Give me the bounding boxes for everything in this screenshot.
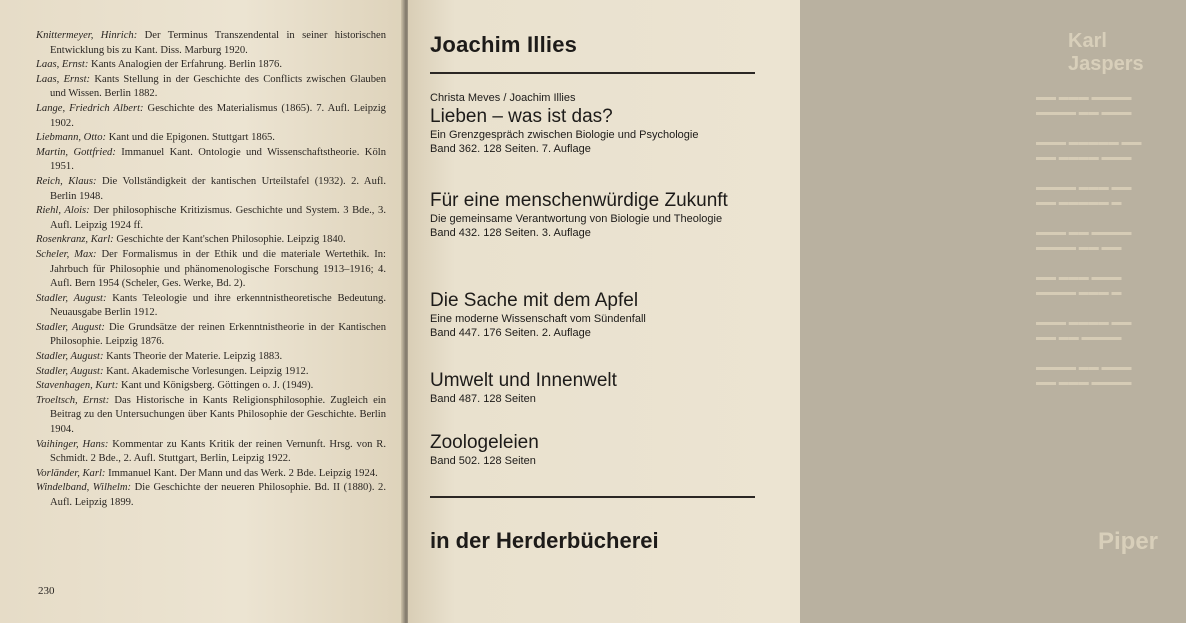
- left-page: [0, 0, 404, 623]
- bibliography-entry: [36, 204, 386, 233]
- book-details: Band 362. 128 Seiten. 7. Auflage: [430, 143, 591, 155]
- entry-text: Der philosophische Kritizismus. Geschichte und System. 3 Bde., 3. Aufl. Leipzig 1924 ff.: [50, 205, 386, 231]
- series-line: in der Herderbücherei: [430, 528, 659, 553]
- bibliography-entry: [36, 146, 386, 175]
- bibliography-entry: [36, 73, 386, 102]
- entry-author: Stadler, August:: [36, 351, 104, 363]
- book-title: Zoologeleien: [430, 432, 539, 453]
- entry-text: Kants Analogien der Erfahrung. Berlin 1876.: [88, 59, 282, 71]
- entry-text: Kants Teleologie und ihre erkenntnistheoretische Bedeutung. Neuausgabe Berlin 1912.: [50, 292, 387, 319]
- bibliography-entry: [36, 248, 386, 292]
- bibliography-entry: [36, 233, 386, 248]
- entry-author: Riehl, Alois:: [36, 205, 90, 217]
- entry-author: Troeltsch, Ernst:: [36, 394, 110, 406]
- bibliography-list: [36, 29, 386, 511]
- author-heading: Joachim Illies: [430, 32, 578, 57]
- book-subtitle: Ein Grenzgespräch zwischen Biologie und Psychologie: [430, 129, 699, 141]
- entry-author: Lange, Friedrich Albert:: [36, 102, 144, 114]
- entry-author: Vorländer, Karl:: [36, 467, 106, 479]
- entry-text: Immanuel Kant. Der Mann und das Werk. 2 Bde. Leipzig 1924.: [105, 467, 378, 479]
- entry-author: Windelband, Wilhelm:: [36, 482, 132, 494]
- entry-text: Geschichte des Materialismus (1865). 7. Aufl. Leipzig 1902.: [50, 102, 386, 129]
- top-rule: [430, 72, 755, 74]
- entry-text: Geschichte der Kant'schen Philosophie. Leipzig 1840.: [113, 234, 346, 246]
- entry-text: Kommentar zu Kants Kritik der reinen Vernunft. Hrsg. von R. Schmidt. 2 Bde., 2. Aufl. Stuttgart, Berlin, Leipzig 1922.: [50, 438, 386, 465]
- entry-text: Immanuel Kant. Ontologie und Wissenschaftstheorie. Köln 1951.: [50, 146, 386, 173]
- entry-author: Reich, Klaus:: [36, 175, 97, 187]
- book-details: Band 447. 176 Seiten. 2. Auflage: [430, 327, 591, 339]
- entry-author: Martin, Gottfried:: [36, 146, 116, 158]
- bleed-through-heading: Karl Jaspers: [1068, 30, 1144, 75]
- coauthors-line: Christa Meves / Joachim Illies: [430, 92, 576, 104]
- entry-author: Stavenhagen, Kurt:: [36, 380, 119, 392]
- bibliography-entry: [36, 175, 386, 204]
- entry-author: Laas, Ernst:: [36, 59, 89, 71]
- entry-text: Kants Theorie der Materie. Leipzig 1883.: [103, 351, 283, 363]
- bleed-through-text: ▬▬ ▬▬▬ ▬▬▬▬ ▬▬▬▬ ▬▬ ▬▬▬ ▬▬▬ ▬▬▬▬▬ ▬▬ ▬▬ ▬▬▬▬ ▬▬▬ ▬▬▬▬ ▬▬▬ ▬▬ ▬▬ ▬▬▬▬▬ ▬ ▬▬▬ ▬▬ ▬▬▬▬ ▬▬▬▬ ▬▬ ▬▬ ▬▬ ▬▬▬ ▬▬▬ ▬▬▬▬ ▬▬▬ ▬ ▬▬▬ ▬▬▬▬ ▬▬ ▬▬ ▬▬ ▬▬▬▬ ▬▬▬▬ ▬▬ ▬▬▬ ▬▬ ▬▬▬ ▬▬▬▬: [1036, 92, 1142, 388]
- bibliography-entry: [36, 102, 386, 131]
- book-details: Band 432. 128 Seiten. 3. Auflage: [430, 227, 591, 239]
- book-title: Lieben – was ist das?: [430, 106, 613, 127]
- entry-author: Laas, Ernst:: [36, 73, 91, 85]
- bibliography-entry: [36, 292, 386, 321]
- entry-text: Kant und die Epigonen. Stuttgart 1865.: [106, 132, 275, 144]
- entry-author: Stadler, August:: [36, 292, 107, 304]
- entry-text: Das Historische in Kants Religionsphilosophie. Zugleich ein Beitrag zu den Untersuchungen über Kants Philosophie der Geschichte. Berlin 1904.: [50, 394, 387, 436]
- book-entry: [430, 370, 617, 406]
- entry-author: Stadler, August:: [36, 365, 104, 377]
- entry-author: Stadler, August:: [36, 321, 105, 333]
- entry-text: Kant und Königsberg. Göttingen o. J. (1949).: [118, 380, 314, 392]
- book-details: Band 487. 128 Seiten: [430, 393, 536, 405]
- entry-author: Liebmann, Otto:: [36, 132, 107, 144]
- bibliography-entry: [36, 131, 386, 146]
- book-subtitle: Eine moderne Wissenschaft vom Sündenfall: [430, 313, 646, 325]
- entry-text: Der Terminus Transzendental in seiner historischen Entwicklung bis zu Kant. Diss. Marburg 1920.: [50, 30, 386, 56]
- bibliography-entry: [36, 481, 386, 510]
- bibliography-entry: [36, 58, 386, 73]
- book-entry: [430, 432, 539, 468]
- entry-text: Kants Stellung in der Geschichte des Conflicts zwischen Glauben und Wissen. Berlin 1882.: [50, 73, 387, 100]
- bibliography-entry: [36, 394, 386, 438]
- entry-text: Die Geschichte der neueren Philosophie. Bd. II (1880). 2. Aufl. Leipzig 1899.: [50, 482, 387, 508]
- entry-text: Die Vollständigkeit der kantischen Urteilstafel (1932). 2. Aufl. Berlin 1948.: [50, 175, 387, 202]
- entry-text: Die Grundsätze der reinen Erkenntnistheorie in der Kantischen Philosophie. Leipzig 1876.: [50, 321, 386, 348]
- bibliography-entry: [36, 365, 386, 380]
- bibliography-entry: [36, 321, 386, 350]
- bibliography-entry: [36, 29, 386, 58]
- entry-author: Rosenkranz, Karl:: [36, 234, 114, 246]
- entry-author: Knittermeyer, Hinrich:: [36, 30, 138, 41]
- bottom-rule: [430, 496, 755, 498]
- book-subtitle: Die gemeinsame Verantwortung von Biologie und Theologie: [430, 213, 723, 225]
- book-title: Umwelt und Innenwelt: [430, 370, 617, 391]
- page-number: 230: [38, 585, 55, 597]
- bibliography-entry: [36, 438, 386, 467]
- bibliography-entry: [36, 379, 386, 394]
- book-entry: [430, 190, 740, 240]
- entry-text: Kant. Akademische Vorlesungen. Leipzig 1912.: [103, 365, 309, 377]
- entry-author: Scheler, Max:: [36, 248, 97, 260]
- entry-text: Der Formalismus in der Ethik und die materiale Wertethik. In: Jahrbuch für Philosophie und phänomenologische Forschung 1913–1916; 4. Aufl. Bern 1954 (Scheler, Ges. Werke, Bd. 2).: [50, 248, 386, 290]
- book-entry: [430, 106, 698, 156]
- bleed-through-logo: Piper: [1098, 528, 1159, 555]
- bibliography-entry: [36, 350, 386, 365]
- bibliography-entry: [36, 467, 386, 482]
- book-title: Die Sache mit dem Apfel: [430, 290, 639, 311]
- book-details: Band 502. 128 Seiten: [430, 455, 536, 467]
- book-title: Für eine menschenwürdige Zukunft: [430, 190, 728, 211]
- entry-author: Vaihinger, Hans:: [36, 438, 109, 450]
- book-entry: [430, 290, 646, 340]
